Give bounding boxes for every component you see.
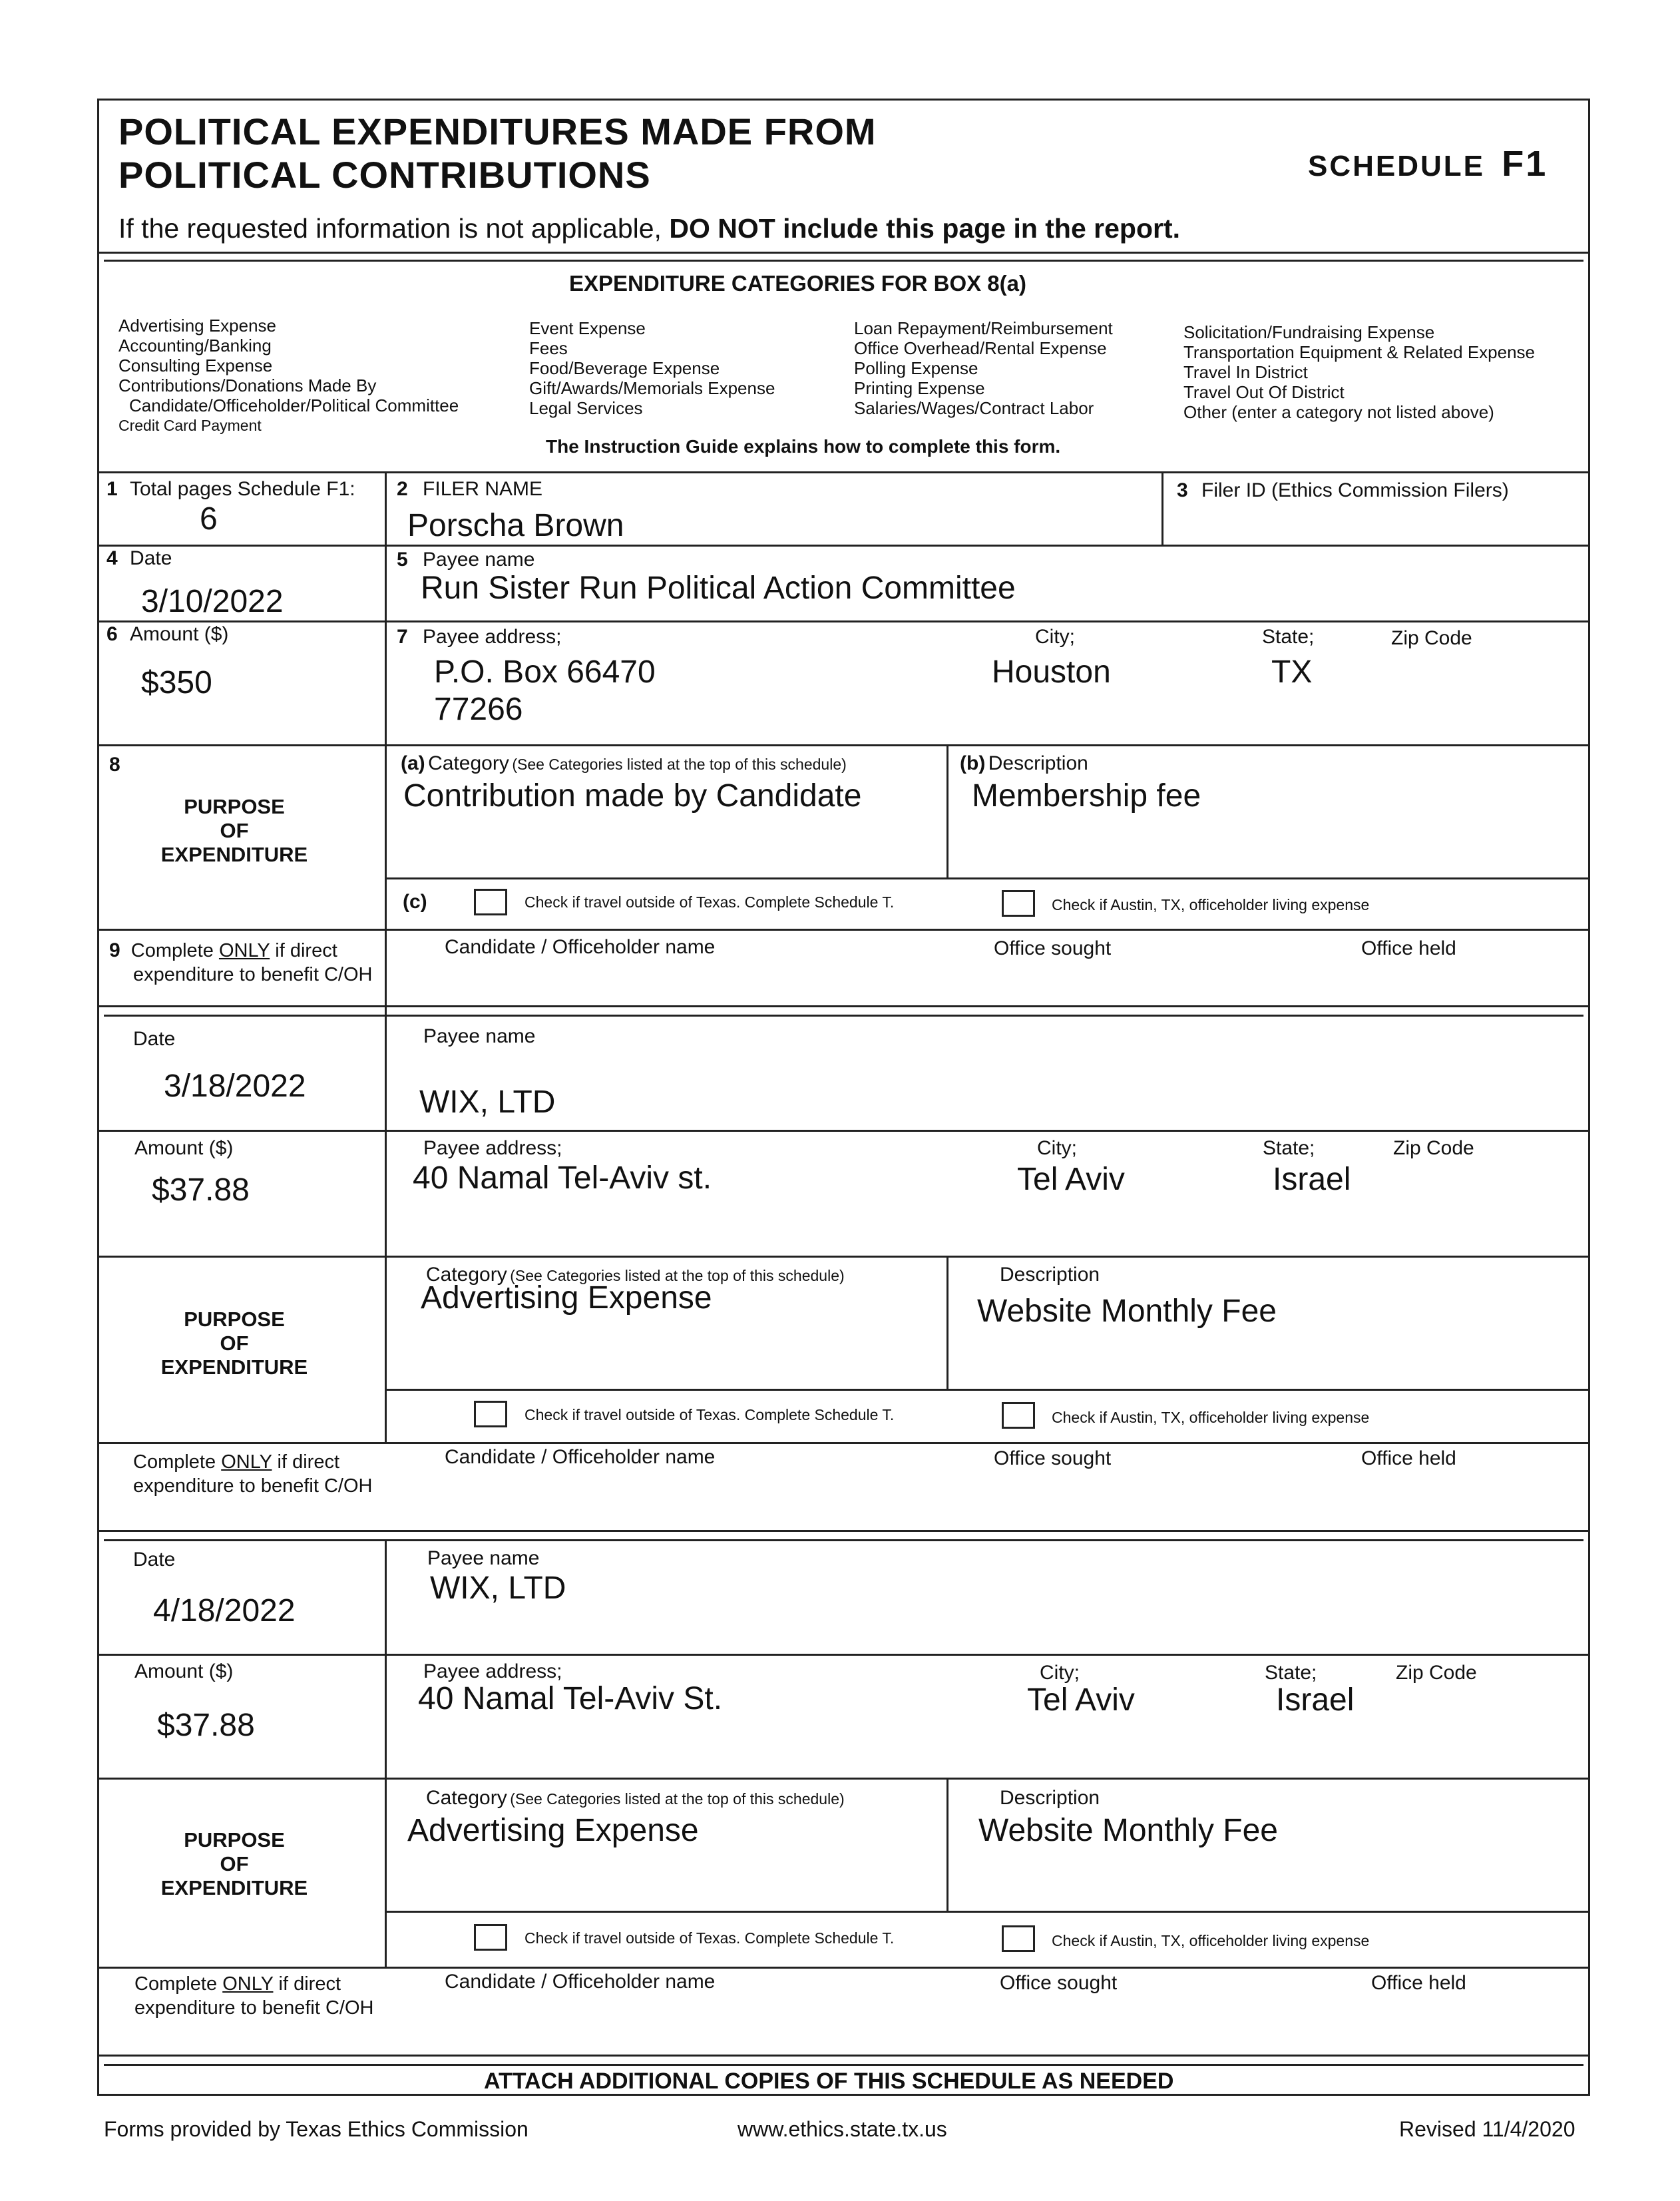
divider [97, 1005, 1590, 1007]
payee-address-label: Payee address; [423, 1660, 562, 1682]
label-letter: (c) [403, 891, 427, 913]
divider [1161, 471, 1163, 545]
notice-text: If the requested information is not applicable, [118, 213, 662, 244]
divider [97, 1442, 1590, 1444]
category-item: Contributions/Donations Made By [118, 375, 377, 395]
label-text: Payee name [423, 549, 535, 571]
label-text: Description [988, 752, 1088, 774]
divider [385, 1911, 1590, 1913]
amount-value: $350 [141, 665, 212, 700]
notice-bold: DO NOT include this page in the report. [669, 213, 1181, 244]
city-value: Tel Aviv [1027, 1682, 1135, 1718]
category-item: Fees [529, 338, 568, 358]
state-value: Israel [1276, 1682, 1355, 1718]
amount-label [106, 623, 228, 646]
instruction-text: The Instruction Guide explains how to complete this form. [546, 436, 1061, 457]
divider [97, 929, 1590, 931]
city-label: City; [1035, 626, 1075, 648]
candidate-name-label: Candidate / Officeholder name [445, 1446, 716, 1468]
candidate-name-label: Candidate / Officeholder name [445, 1971, 716, 1993]
label-text: Amount ($) [130, 623, 229, 645]
schedule-code: F1 [1502, 144, 1548, 184]
category-label [426, 1787, 845, 1810]
address-line1: 40 Namal Tel-Aviv st. [413, 1160, 712, 1196]
divider [385, 1539, 387, 1967]
divider [104, 2064, 1583, 2066]
austin-check-label: Check if Austin, TX, officeholder living expense [1052, 896, 1370, 913]
schedule-word: SCHEDULE [1308, 150, 1486, 182]
city-value: Houston [992, 654, 1111, 690]
label-emphasis: ONLY [218, 940, 270, 961]
label-text: Total pages Schedule F1: [130, 478, 355, 500]
office-sought-label: Office sought [1000, 1972, 1118, 1994]
field-number: 2 [397, 478, 408, 500]
divider [946, 1256, 948, 1389]
austin-checkbox[interactable] [1002, 1402, 1035, 1429]
divider [385, 1015, 387, 1442]
divider [97, 1654, 1590, 1656]
divider [946, 1778, 948, 1911]
state-label: State; [1263, 1137, 1315, 1159]
office-sought-label: Office sought [994, 1447, 1112, 1469]
travel-checkbox[interactable] [474, 889, 507, 915]
amount-value: $37.88 [152, 1172, 250, 1208]
complete-only-label [134, 1972, 373, 2020]
austin-checkbox[interactable] [1002, 1925, 1035, 1952]
category-item: Office Overhead/Rental Expense [854, 338, 1107, 358]
divider [97, 1778, 1590, 1780]
purpose-line: EXPENDITURE [160, 1876, 308, 1899]
date-label: Date [133, 1549, 176, 1571]
label-text: expenditure to benefit C/OH [133, 1475, 373, 1497]
purpose-line: PURPOSE [184, 1828, 285, 1851]
category-col-4 [1183, 322, 1535, 422]
category-item: Food/Beverage Expense [529, 358, 720, 378]
divider [385, 1389, 1590, 1391]
label-text: Category [428, 752, 509, 774]
total-pages-label [106, 478, 355, 501]
date-value: 4/18/2022 [153, 1593, 296, 1628]
payee-address-label: Payee address; [423, 1137, 562, 1159]
purpose-line: OF [220, 1852, 249, 1875]
divider [97, 1967, 1590, 1969]
field-number: 9 [109, 939, 120, 961]
purpose-line: PURPOSE [184, 1308, 285, 1331]
category-label [401, 752, 847, 775]
schedule-label [1308, 143, 1548, 184]
purpose-line: OF [220, 1332, 249, 1355]
description-value: Website Monthly Fee [977, 1294, 1277, 1329]
field-number: 8 [109, 754, 120, 776]
category-col-1 [118, 316, 459, 435]
address-line2: 77266 [434, 692, 523, 727]
payee-name-value: Run Sister Run Political Action Committee [421, 571, 1016, 606]
city-label: City; [1040, 1662, 1080, 1684]
label-emphasis: ONLY [222, 1973, 274, 1995]
purpose-line: EXPENDITURE [160, 843, 308, 866]
travel-check-label: Check if travel outside of Texas. Complete Schedule T. [525, 893, 895, 911]
filer-name-value: Porscha Brown [407, 508, 624, 543]
category-value: Contribution made by Candidate [403, 778, 862, 814]
label-text: FILER NAME [423, 478, 543, 500]
categories-heading: EXPENDITURE CATEGORIES FOR BOX 8(a) [569, 271, 1026, 296]
payee-address-label [397, 626, 562, 648]
description-label [960, 752, 1088, 775]
divider [97, 1256, 1590, 1258]
state-value: TX [1271, 654, 1313, 690]
label-text: Complete [130, 940, 214, 961]
category-item: Transportation Equipment & Related Expense [1183, 342, 1536, 362]
divider [97, 1530, 1590, 1532]
header-divider [97, 252, 1590, 254]
category-item: Accounting/Banking [118, 336, 272, 356]
field-number: 6 [106, 623, 118, 645]
office-held-label: Office held [1361, 1447, 1456, 1469]
complete-only-label [133, 1450, 372, 1498]
category-item: Candidate/Officeholder/Political Committee [129, 395, 459, 415]
amount-label: Amount ($) [134, 1137, 234, 1159]
austin-check-label: Check if Austin, TX, officeholder living expense [1052, 1409, 1370, 1426]
label-text: Filer ID (Ethics Commission Filers) [1201, 479, 1509, 501]
form-title-line2: POLITICAL CONTRIBUTIONS [118, 154, 651, 196]
label-text: if direct [277, 1451, 340, 1473]
divider [104, 1539, 1583, 1541]
label-letter: (a) [401, 752, 425, 774]
purpose-heading [108, 1308, 361, 1379]
not-applicable-notice [118, 213, 1180, 244]
purpose-line: PURPOSE [184, 795, 285, 818]
filer-name-label [397, 478, 542, 501]
purpose-line: EXPENDITURE [160, 1355, 308, 1379]
category-item: Gift/Awards/Memorials Expense [529, 378, 775, 398]
filer-id-label [1177, 479, 1509, 502]
category-item: Event Expense [529, 318, 646, 338]
travel-check-label: Check if travel outside of Texas. Complete Schedule T. [525, 1406, 895, 1423]
date-value: 3/10/2022 [141, 584, 284, 619]
zip-label: Zip Code [1396, 1662, 1477, 1684]
category-col-2 [529, 318, 775, 418]
purpose-heading [108, 1828, 361, 1900]
label-text: Category [426, 1264, 507, 1286]
attach-notice: ATTACH ADDITIONAL COPIES OF THIS SCHEDULE AS NEEDED [484, 2069, 1174, 2094]
complete-only-label [109, 939, 372, 987]
category-value: Advertising Expense [407, 1813, 699, 1848]
header-divider-2 [104, 260, 1583, 262]
field-number: 4 [106, 547, 118, 569]
payee-name-label: Payee name [423, 1025, 536, 1047]
city-label: City; [1037, 1137, 1077, 1159]
category-note: (See Categories listed at the top of this schedule) [512, 756, 847, 773]
state-label: State; [1262, 626, 1315, 648]
date-label: Date [133, 1028, 176, 1050]
field-number: 1 [106, 478, 118, 500]
purpose-line: OF [220, 819, 249, 842]
divider [97, 2055, 1590, 2057]
payee-name-label [397, 549, 534, 571]
city-value: Tel Aviv [1017, 1162, 1125, 1197]
label-text: Category [426, 1787, 507, 1809]
label-emphasis: ONLY [221, 1451, 272, 1473]
label-letter: (b) [960, 752, 986, 774]
description-value: Website Monthly Fee [978, 1813, 1278, 1848]
category-item: Solicitation/Fundraising Expense [1183, 322, 1435, 342]
field-number: 7 [397, 626, 408, 648]
label-text: expenditure to benefit C/OH [134, 1997, 374, 2019]
payee-name-value: WIX, LTD [419, 1085, 556, 1120]
category-note: (See Categories listed at the top of this schedule) [510, 1267, 845, 1284]
footer-provided-by: Forms provided by Texas Ethics Commission [104, 2117, 528, 2141]
category-item: Legal Services [529, 398, 643, 418]
payee-name-value: WIX, LTD [430, 1571, 566, 1606]
travel-checkbox[interactable] [474, 1924, 507, 1951]
purpose-heading [108, 795, 361, 867]
label-text: if direct [278, 1973, 341, 1995]
divider [97, 545, 1590, 547]
zip-label: Zip Code [1391, 627, 1472, 649]
footer-revised: Revised 11/4/2020 [1399, 2117, 1575, 2141]
label-text: expenditure to benefit C/OH [133, 964, 373, 985]
amount-label: Amount ($) [134, 1660, 234, 1682]
austin-checkbox[interactable] [1002, 890, 1035, 917]
label-text: Date [130, 547, 172, 569]
date-value: 3/18/2022 [164, 1069, 306, 1104]
category-note: (See Categories listed at the top of this schedule) [510, 1790, 845, 1808]
footer-website[interactable]: www.ethics.state.tx.us [737, 2117, 947, 2141]
field-number: 5 [397, 549, 408, 571]
category-item: Other (enter a category not listed above) [1183, 402, 1494, 422]
field-number: 3 [1177, 479, 1188, 501]
divider [104, 1015, 1583, 1017]
label-text: Payee address; [423, 626, 562, 648]
state-value: Israel [1273, 1162, 1351, 1197]
zip-label: Zip Code [1393, 1137, 1474, 1159]
divider [385, 877, 1590, 879]
description-label: Description [1000, 1264, 1100, 1286]
office-sought-label: Office sought [994, 937, 1112, 959]
divider [97, 620, 1590, 622]
form-title-line1: POLITICAL EXPENDITURES MADE FROM [118, 111, 877, 152]
office-held-label: Office held [1371, 1972, 1466, 1994]
category-item: Credit Card Payment [118, 417, 262, 434]
amount-value: $37.88 [157, 1708, 255, 1743]
austin-check-label: Check if Austin, TX, officeholder living expense [1052, 1932, 1370, 1949]
category-item: Consulting Expense [118, 356, 273, 375]
total-pages-value: 6 [200, 501, 218, 537]
category-value: Advertising Expense [421, 1280, 712, 1316]
category-item: Advertising Expense [118, 316, 277, 336]
category-item: Salaries/Wages/Contract Labor [854, 398, 1094, 418]
description-label: Description [1000, 1787, 1100, 1809]
category-item: Polling Expense [854, 358, 978, 378]
divider [97, 744, 1590, 746]
description-value: Membership fee [972, 778, 1201, 814]
travel-check-label: Check if travel outside of Texas. Complete Schedule T. [525, 1929, 895, 1947]
travel-checkbox[interactable] [474, 1401, 507, 1427]
candidate-name-label: Candidate / Officeholder name [445, 936, 716, 958]
category-item: Travel In District [1183, 362, 1308, 382]
date-label [106, 547, 172, 570]
label-text: if direct [275, 940, 337, 961]
divider [97, 471, 1590, 473]
label-text: Complete [133, 1451, 216, 1473]
category-col-3 [854, 318, 1113, 418]
address-line1: P.O. Box 66470 [434, 654, 656, 690]
payee-name-label: Payee name [427, 1547, 540, 1569]
divider [97, 1130, 1590, 1132]
address-line1: 40 Namal Tel-Aviv St. [418, 1681, 723, 1716]
state-label: State; [1265, 1662, 1317, 1684]
category-item: Travel Out Of District [1183, 382, 1345, 402]
office-held-label: Office held [1361, 937, 1456, 959]
category-item: Loan Repayment/Reimbursement [854, 318, 1113, 338]
label-text: Complete [134, 1973, 218, 1995]
divider [946, 744, 948, 877]
category-item: Printing Expense [854, 378, 985, 398]
